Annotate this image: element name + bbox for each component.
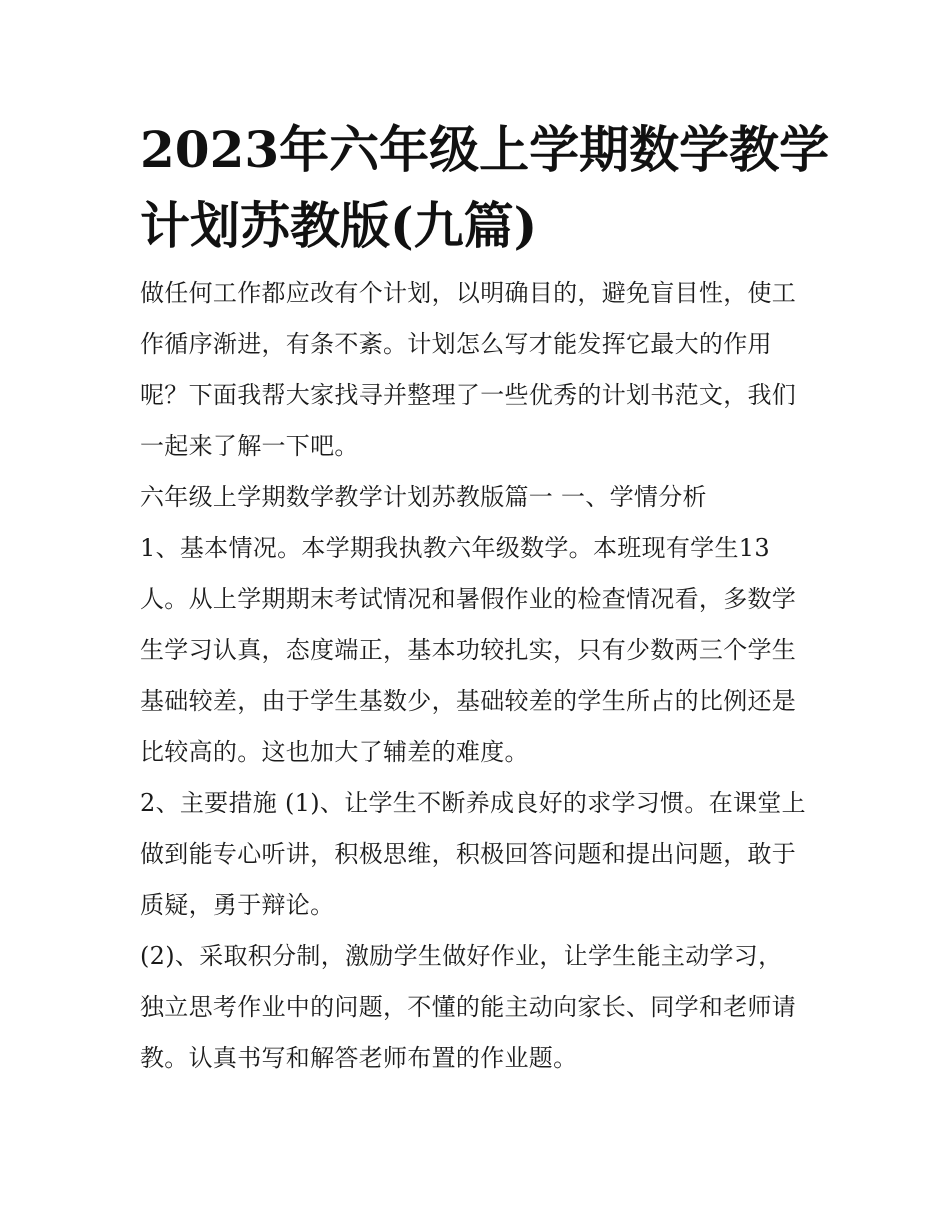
document-page <box>140 112 830 1084</box>
text-line: 2、主要措施 (1)、让学生不断养成良好的求学习惯。在课堂上 <box>140 789 806 817</box>
text-line: 教。认真书写和解答老师布置的作业题。 <box>140 1044 578 1072</box>
document-title <box>140 112 830 264</box>
text-line: 1、基本情况。本学期我执教六年级数学。本班现有学生13 <box>140 534 770 562</box>
text-line: 独立思考作业中的问题，不懂的能主动向家长、同学和老师请 <box>140 993 797 1021</box>
title-line-2: 计划苏教版(九篇) <box>140 196 538 255</box>
section-heading: 六年级上学期数学教学计划苏教版篇一 一、学情分析 <box>140 483 707 511</box>
text-line: 人。从上学期期末考试情况和暑假作业的检查情况看，多数学 <box>140 585 797 613</box>
text-line: 基础较差，由于学生基数少，基础较差的学生所占的比例还是 <box>140 687 797 715</box>
text-line: 作循序渐进，有条不紊。计划怎么写才能发挥它最大的作用 <box>140 330 772 358</box>
text-line: 呢？下面我帮大家找寻并整理了一些优秀的计划书范文，我们 <box>140 381 797 409</box>
text-line: 一起来了解一下吧。 <box>140 432 359 460</box>
text-line: 做到能专心听讲，积极思维，积极回答问题和提出问题，敢于 <box>140 840 797 868</box>
document-body <box>140 268 820 1084</box>
text-line: (2)、采取积分制，激励学生做好作业，让学生能主动学习， <box>140 942 783 970</box>
title-line-1: 2023年六年级上学期数学教学 <box>140 120 830 179</box>
text-line: 质疑，勇于辩论。 <box>140 891 335 919</box>
text-line: 生学习认真，态度端正，基本功较扎实，只有少数两三个学生 <box>140 636 797 664</box>
text-line: 比较高的。这也加大了辅差的难度。 <box>140 738 529 766</box>
text-line: 做任何工作都应改有个计划，以明确目的，避免盲目性，使工 <box>140 279 797 307</box>
